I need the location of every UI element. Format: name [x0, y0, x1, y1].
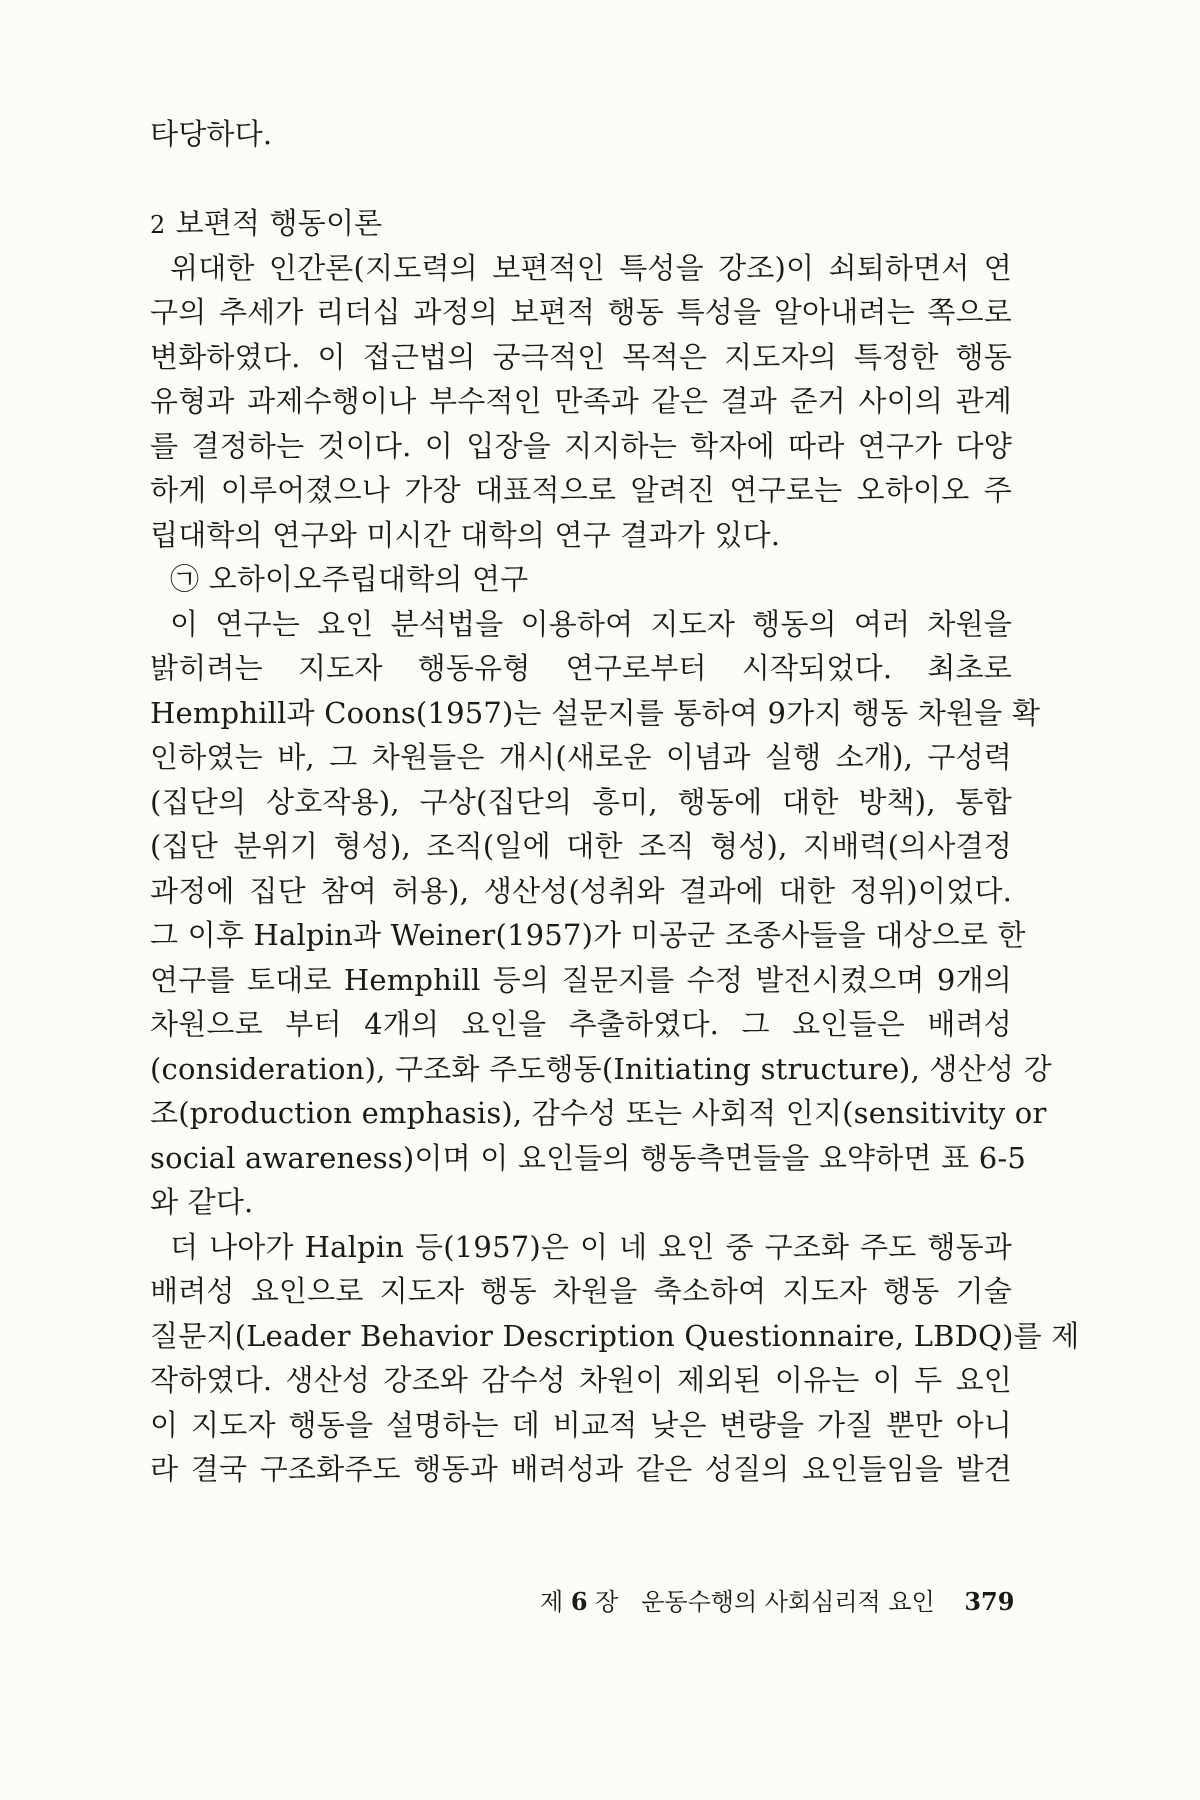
text-line: 라 결국 구조화주도 행동과 배려성과 같은 성질의 요인들임을 발견	[150, 1452, 1012, 1486]
chapter-number: 6	[570, 1587, 588, 1616]
text-line: 위대한 인간론(지도력의 보편적인 특성을 강조)이 쇠퇴하면서 연	[170, 250, 1012, 285]
text-line: 하게 이루어졌으나 가장 대표적으로 알려진 연구로는 오하이오 주	[150, 473, 1012, 507]
text-line: 조(production emphasis), 감수성 또는 사회적 인지(sensitivity or	[150, 1096, 1047, 1130]
text-line: 이 지도자 행동을 설명하는 데 비교적 낮은 변량을 가질 뿐만 아니	[150, 1407, 1012, 1442]
text-line: Hemphill과 Coons(1957)는 설문지를 통하여 9가지 행동 차원을 확	[150, 695, 1041, 730]
chapter-prefix: 제	[540, 1588, 564, 1616]
chapter-suffix: 장	[595, 1588, 619, 1616]
text-line: 이 연구는 요인 분석법을 이용하여 지도자 행동의 여러 차원을	[170, 606, 1012, 641]
blank-line	[150, 157, 1012, 202]
text-line: 와 같다.	[150, 1185, 254, 1219]
text-line: (집단 분위기 형성), 조직(일에 대한 조직 형성), 지배력(의사결정	[150, 829, 1012, 863]
page-number: 379	[964, 1587, 1015, 1616]
text-line: 구의 추세가 리더십 과정의 보편적 행동 특성을 알아내려는 쪽으로	[150, 295, 1013, 329]
text-line: 연구를 토대로 Hemphill 등의 질문지를 수정 발전시켰으며 9개의	[150, 962, 1012, 997]
text-line: 그 이후 Halpin과 Weiner(1957)가 미공군 조종사들을 대상으로 한	[150, 918, 1026, 952]
text-line: 과정에 집단 참여 허용), 생산성(성취와 결과에 대한 정위)이었다.	[150, 873, 1012, 908]
text-line: 차원으로 부터 4개의 요인을 추출하였다. 그 요인들은 배려성	[150, 1007, 1012, 1041]
text-line: social awareness)이며 이 요인들의 행동측면들을 요약하면 표 6-5	[150, 1140, 1027, 1175]
text-line: 배려성 요인으로 지도자 행동 차원을 축소하여 지도자 행동 기술	[150, 1274, 1012, 1308]
body-text	[150, 112, 1080, 1492]
text-line: 변화하였다. 이 접근법의 궁극적인 목적은 지도자의 특정한 행동	[150, 339, 1012, 374]
text-line: 립대학의 연구와 미시간 대학의 연구 결과가 있다.	[150, 517, 781, 552]
text-line: (consideration), 구조화 주도행동(Initiating structure), 생산성 강	[150, 1051, 1052, 1086]
running-footer	[540, 1582, 1015, 1617]
section-number: 2	[150, 211, 166, 239]
text-line: 인하였는 바, 그 차원들은 개시(새로운 이념과 실행 소개), 구성력	[150, 740, 1012, 774]
section-heading	[150, 201, 1012, 246]
text-line: 작하였다. 생산성 강조와 감수성 차원이 제외된 이유는 이 두 요인	[150, 1363, 1012, 1397]
text-line: (집단의 상호작용), 구상(집단의 흥미, 행동에 대한 방책), 통합	[150, 784, 1012, 819]
text-line: 타당하다.	[150, 117, 273, 151]
section-title: 보편적 행동이론	[175, 206, 383, 240]
chapter-title: 운동수행의 사회심리적 요인	[641, 1588, 935, 1616]
text-line: 유형과 과제수행이나 부수적인 만족과 같은 결과 준거 사이의 관계	[150, 384, 1012, 418]
text-line: 밝히려는 지도자 행동유형 연구로부터 시작되었다. 최초로	[150, 651, 1012, 685]
text-line: 를 결정하는 것이다. 이 입장을 지지하는 학자에 따라 연구가 다양	[150, 428, 1012, 463]
text-line: 더 나아가 Halpin 등(1957)은 이 네 요인 중 구조화 주도 행동과	[170, 1229, 1012, 1264]
subsection-heading: ㉠ 오하이오주립대학의 연구	[170, 562, 529, 596]
text-line: 질문지(Leader Behavior Description Questionnaire, LBDQ)를 제	[150, 1318, 1080, 1353]
